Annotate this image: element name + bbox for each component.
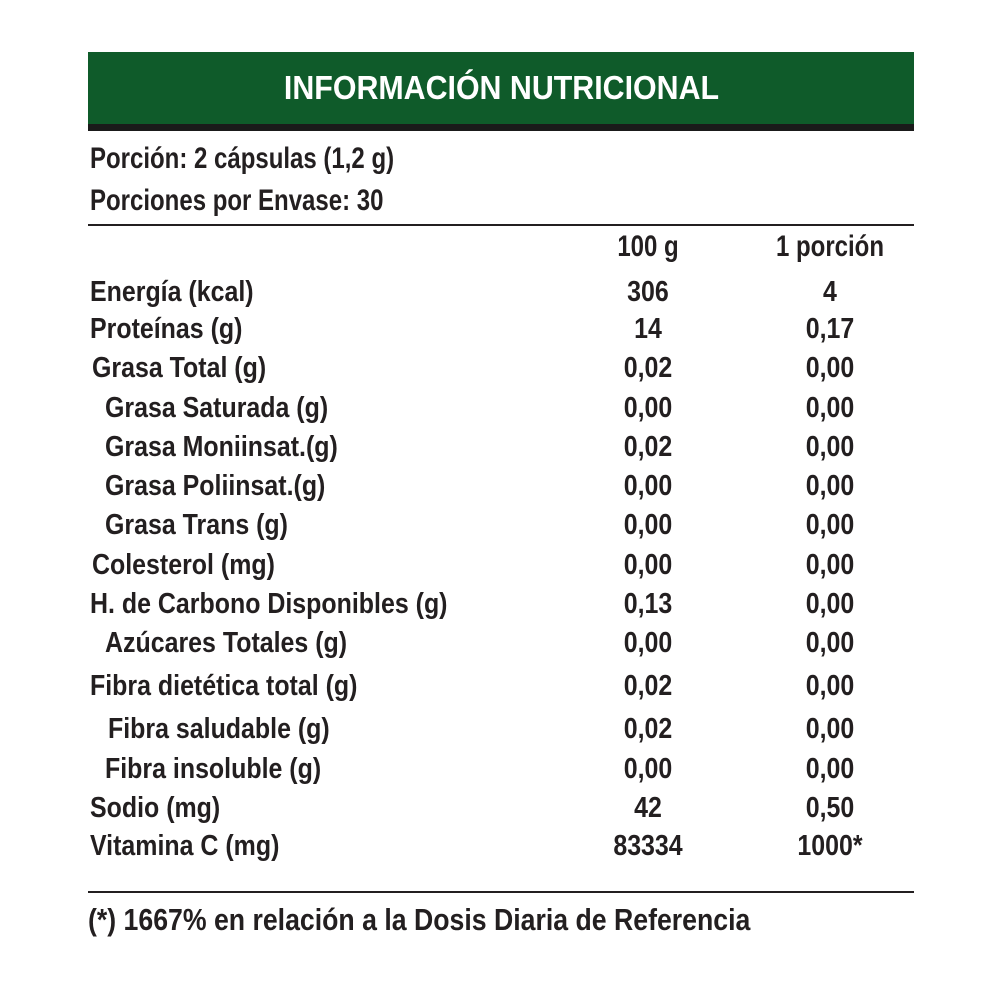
- row-value-100g: 14: [634, 313, 662, 345]
- row-value-portion: 0,00: [805, 627, 855, 659]
- row-value-portion: 0,00: [805, 509, 855, 541]
- table-row: [0, 276, 1000, 312]
- table-row: [0, 588, 1000, 624]
- row-value-100g: 0,00: [623, 549, 673, 581]
- row-value-portion: 0,00: [805, 470, 855, 502]
- row-value-portion: 0,17: [805, 313, 855, 345]
- row-label: Grasa Poliinsat.(g): [105, 470, 326, 502]
- row-label: Energía (kcal): [90, 276, 254, 308]
- row-value-100g: 42: [634, 792, 662, 824]
- row-value-portion: 0,00: [805, 352, 855, 384]
- row-value-100g: 83334: [613, 830, 683, 862]
- table-row: [0, 792, 1000, 828]
- table-header-bar: [88, 52, 914, 131]
- row-value-100g: 0,00: [623, 470, 673, 502]
- footnote: (*) 1667% en relación a la Dosis Diaria de Referencia: [88, 902, 751, 937]
- row-value-portion: 0,00: [805, 588, 855, 620]
- row-label: Azúcares Totales (g): [105, 627, 348, 659]
- row-label: Fibra saludable (g): [108, 713, 330, 745]
- table-title: INFORMACIÓN NUTRICIONAL: [283, 69, 719, 106]
- row-value-portion: 0,00: [805, 392, 855, 424]
- table-row: [0, 713, 1000, 749]
- row-value-100g: 0,00: [623, 509, 673, 541]
- table-row: [0, 509, 1000, 545]
- row-label: Vitamina C (mg): [90, 830, 280, 862]
- row-label: H. de Carbono Disponibles (g): [90, 588, 448, 620]
- table-row: [0, 352, 1000, 388]
- row-value-portion: 4: [823, 276, 837, 308]
- table-row: [0, 753, 1000, 789]
- row-value-100g: 306: [627, 276, 669, 308]
- row-label: Grasa Trans (g): [105, 509, 288, 541]
- row-value-100g: 0,13: [623, 588, 673, 620]
- row-label: Fibra dietética total (g): [90, 670, 358, 702]
- column-header-100g: 100 g: [617, 230, 679, 263]
- table-row: [0, 392, 1000, 428]
- row-value-portion: 0,00: [805, 713, 855, 745]
- row-label: Proteínas (g): [90, 313, 243, 345]
- row-value-100g: 0,00: [623, 627, 673, 659]
- row-label: Sodio (mg): [90, 792, 221, 824]
- table-row: [0, 549, 1000, 585]
- serving-size: Porción: 2 cápsulas (1,2 g): [90, 142, 395, 175]
- row-label: Grasa Moniinsat.(g): [105, 431, 338, 463]
- row-value-100g: 0,00: [623, 392, 673, 424]
- row-label: Grasa Saturada (g): [105, 392, 329, 424]
- row-value-100g: 0,02: [623, 431, 673, 463]
- row-value-portion: 0,00: [805, 670, 855, 702]
- table-row: [0, 431, 1000, 467]
- row-label: Colesterol (mg): [92, 549, 275, 581]
- row-value-portion: 0,50: [805, 792, 855, 824]
- table-row: [0, 470, 1000, 506]
- row-value-100g: 0,02: [623, 713, 673, 745]
- row-value-100g: 0,02: [623, 352, 673, 384]
- column-header-portion: 1 porción: [775, 230, 884, 263]
- row-label: Fibra insoluble (g): [105, 753, 322, 785]
- table-row: [0, 830, 1000, 866]
- row-value-100g: 0,00: [623, 753, 673, 785]
- servings-per-container: Porciones por Envase: 30: [90, 184, 384, 217]
- table-row: [0, 313, 1000, 349]
- table-row: [0, 627, 1000, 663]
- row-label: Grasa Total (g): [92, 352, 267, 384]
- table-row: [0, 670, 1000, 706]
- row-value-portion: 0,00: [805, 549, 855, 581]
- row-value-portion: 0,00: [805, 753, 855, 785]
- row-value-portion: 0,00: [805, 431, 855, 463]
- row-value-100g: 0,02: [623, 670, 673, 702]
- divider-top: [88, 224, 914, 226]
- row-value-portion: 1000*: [797, 830, 863, 862]
- divider-bottom: [88, 891, 914, 893]
